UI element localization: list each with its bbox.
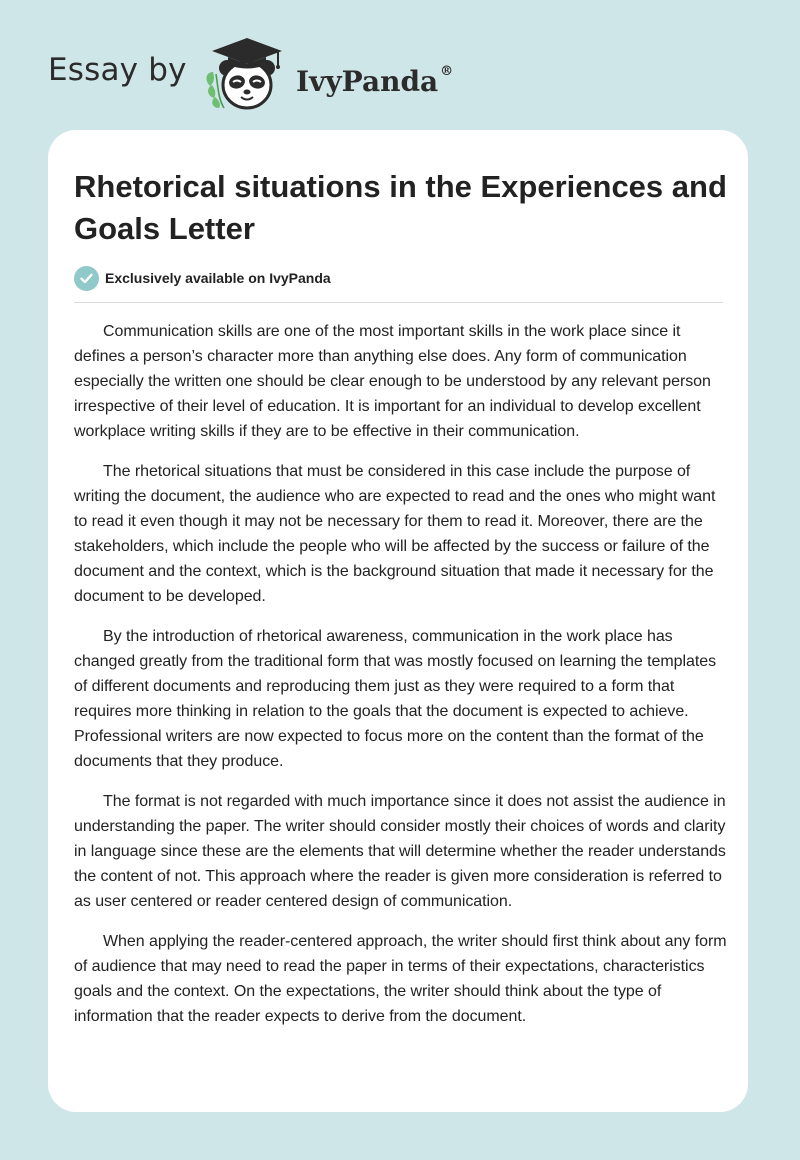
essay-by-label: Essay by	[48, 52, 187, 88]
paragraph: The rhetorical situations that must be considered in this case include the purpose of writing the document, the audience who are expected to read and the ones who might want to read it even though it may not be necessary for them to read it. Moreover, there are the stakeholders, which include the people who will be affected by the success or failure of the document and the context, which is the background situation that made it necessary for the document to be developed.	[74, 463, 716, 605]
paragraph: When applying the reader-centered approach, the writer should first think about any form of audience that may need to read the paper in terms of their expectations, characteristics goals and the context. On the expectations, the writer should think about the type of information that the reader expects to derive from the document.	[74, 933, 727, 1025]
paragraph: Communication skills are one of the most important skills in the work place since it defines a person’s character more than anything else does. Any form of communication especially the written one should be clear enough to be understood by any relevant person irrespective of their level of education. It is important for an individual to develop excellent workplace writing skills if they are to be effective in their communication.	[74, 323, 711, 440]
exclusive-badge-text: Exclusively available on IvyPanda	[105, 270, 331, 286]
divider	[74, 302, 723, 303]
exclusive-badge	[74, 265, 331, 291]
check-circle-icon	[74, 266, 99, 291]
essay-card	[48, 130, 748, 1112]
brand-text: IvyPanda	[296, 65, 439, 98]
brand-name[interactable]	[296, 52, 453, 102]
registered-mark: ®	[440, 64, 454, 79]
paragraph: The format is not regarded with much importance since it does not assist the audience in understanding the paper. The writer should consider mostly their choices of words and clarity in language since these are the elements that will determine whether the reader understands the content of not. This approach where the reader is given more consideration is referred to as user centered or reader centered design of communication.	[74, 793, 726, 910]
essay-body	[74, 319, 728, 1044]
panda-logo-icon[interactable]	[200, 34, 292, 112]
site-header	[0, 0, 800, 120]
essay-title: Rhetorical situations in the Experiences and Goals Letter	[74, 169, 727, 246]
paragraph: By the introduction of rhetorical awareness, communication in the work place has changed greatly from the traditional form that was mostly focused on learning the templates of different documents and reproducing them just as they were required to a form that requires more thinking in relation to the goals that the document is expected to achieve. Professional writers are now expected to focus more on the content than the format of the documents that they produce.	[74, 628, 717, 770]
